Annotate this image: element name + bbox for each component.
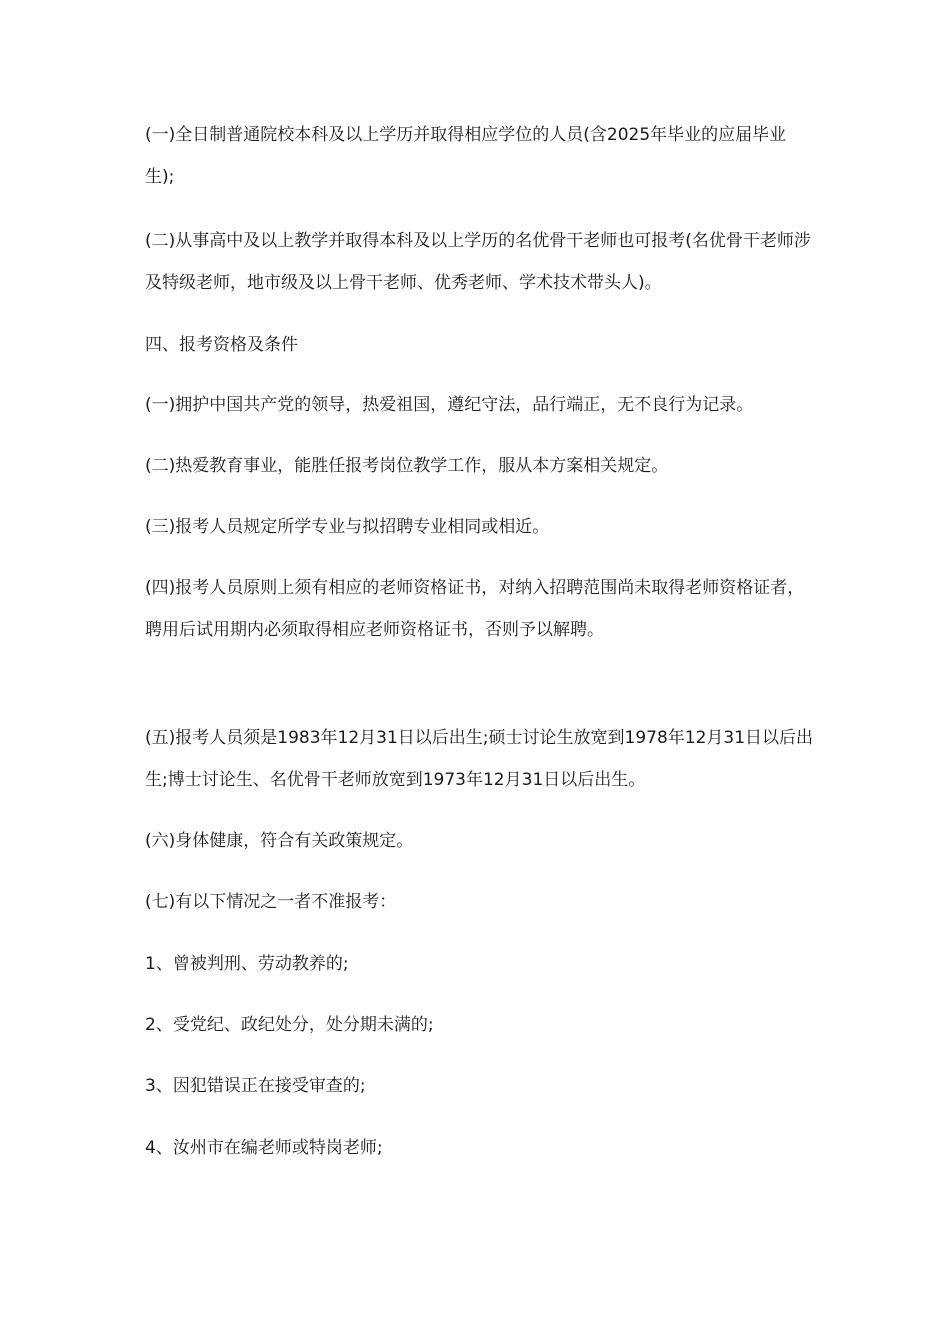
- paragraph-eligibility-1: (一)全日制普通院校本科及以上学历并取得相应学位的人员(含2025年毕业的应届毕业生);: [145, 125, 787, 187]
- paragraph-eligibility-2: (二)从事高中及以上教学并取得本科及以上学历的名优骨干老师也可报考(名优骨干老师涉及特级老师，地市级及以上骨干老师、优秀老师、学术技术带头人)。: [145, 231, 811, 293]
- list-item-4: 4、汝州市在编老师或特岗老师;: [145, 1138, 383, 1158]
- list-item-3: 3、因犯错误正在接受审查的;: [145, 1076, 366, 1096]
- paragraph-condition-7: (七)有以下情况之一者不准报考：: [145, 892, 397, 912]
- paragraph-condition-2: (二)热爱教育事业，能胜任报考岗位教学工作，服从本方案相关规定。: [145, 456, 669, 476]
- paragraph-condition-3: (三)报考人员规定所学专业与拟招聘专业相同或相近。: [145, 517, 550, 537]
- list-item-1: 1、曾被判刑、劳动教养的;: [145, 954, 349, 974]
- paragraph-condition-4: (四)报考人员原则上须有相应的老师资格证书，对纳入招聘范围尚未取得老师资格证者，聘用后试用期内必须取得相应老师资格证书，否则予以解聘。: [145, 578, 805, 640]
- list-item-2: 2、受党纪、政纪处分，处分期未满的;: [145, 1015, 434, 1035]
- paragraph-condition-5: (五)报考人员须是1983年12月31日以后出生;硕士讨论生放宽到1978年12月31日以后出生;博士讨论生、名优骨干老师放宽到1973年12月31日以后出生。: [145, 728, 814, 790]
- paragraph-condition-6: (六)身体健康，符合有关政策规定。: [145, 831, 414, 851]
- section-heading: 四、报考资格及条件: [145, 335, 298, 355]
- paragraph-condition-1: (一)拥护中国共产党的领导，热爱祖国，遵纪守法，品行端正，无不良行为记录。: [145, 395, 754, 415]
